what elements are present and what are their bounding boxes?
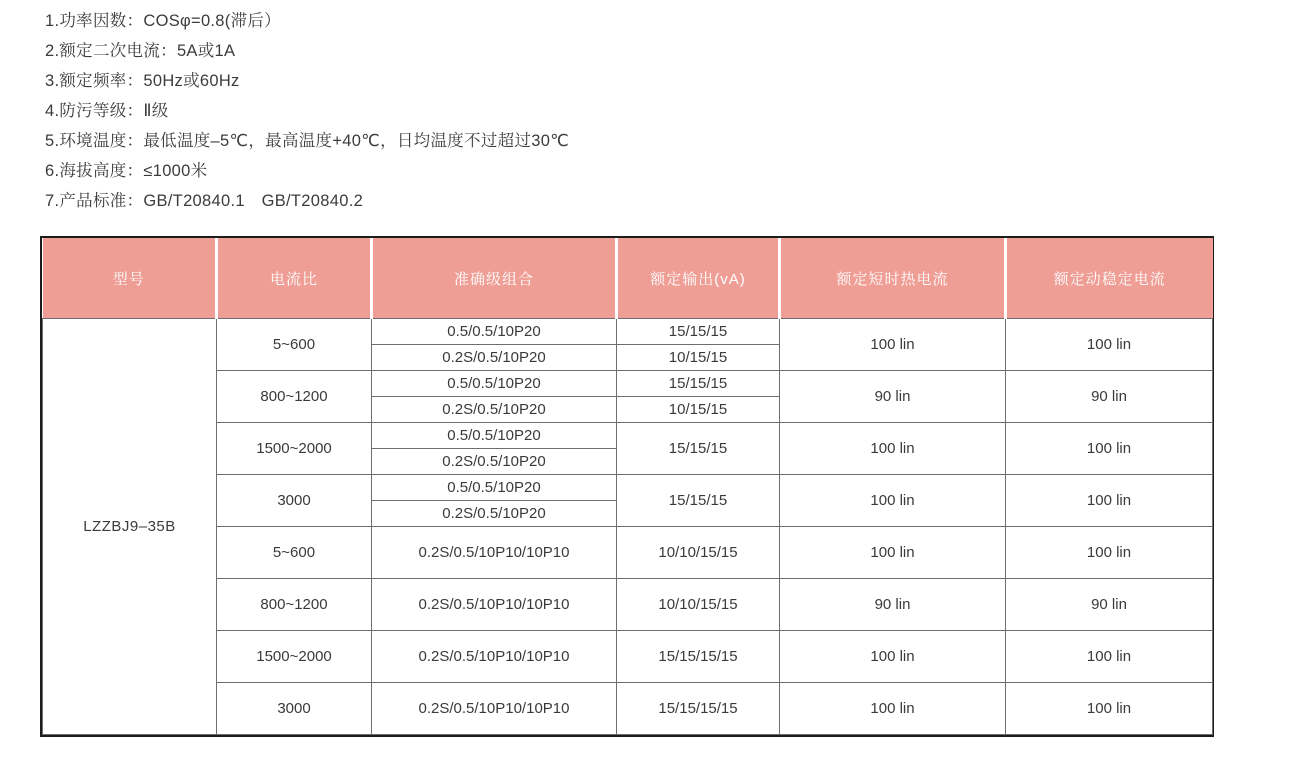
accuracy-cell: 0.5/0.5/10P20 xyxy=(372,371,617,397)
output-cell: 15/15/15 xyxy=(617,319,780,345)
output-cell: 15/15/15 xyxy=(617,371,780,397)
thermal-cell: 100 lin xyxy=(780,631,1006,683)
output-cell: 15/15/15/15 xyxy=(617,631,780,683)
header-cell-model: 型号 xyxy=(43,238,217,319)
header-cell-accuracy: 准确级组合 xyxy=(372,238,617,319)
ratio-cell: 1500~2000 xyxy=(217,423,372,475)
dynamic-cell: 100 lin xyxy=(1006,319,1213,371)
spec-list xyxy=(45,6,569,216)
dynamic-cell: 100 lin xyxy=(1006,683,1213,735)
accuracy-cell: 0.2S/0.5/10P20 xyxy=(372,449,617,475)
spec-table-container xyxy=(40,236,1214,737)
table-row xyxy=(43,579,1213,631)
header-cell-dynamic: 额定动稳定电流 xyxy=(1006,238,1213,319)
ratio-cell: 5~600 xyxy=(217,527,372,579)
dynamic-cell: 100 lin xyxy=(1006,527,1213,579)
output-cell: 15/15/15 xyxy=(617,475,780,527)
accuracy-cell: 0.5/0.5/10P20 xyxy=(372,423,617,449)
table-row xyxy=(43,683,1213,735)
accuracy-cell: 0.2S/0.5/10P20 xyxy=(372,345,617,371)
dynamic-cell: 100 lin xyxy=(1006,475,1213,527)
ratio-cell: 5~600 xyxy=(217,319,372,371)
dynamic-cell: 90 lin xyxy=(1006,579,1213,631)
accuracy-cell: 0.5/0.5/10P20 xyxy=(372,319,617,345)
table-row xyxy=(43,475,1213,501)
accuracy-cell: 0.2S/0.5/10P10/10P10 xyxy=(372,527,617,579)
spec-table xyxy=(42,238,1213,735)
output-cell: 10/15/15 xyxy=(617,345,780,371)
accuracy-cell: 0.2S/0.5/10P10/10P10 xyxy=(372,579,617,631)
thermal-cell: 100 lin xyxy=(780,319,1006,371)
spec-line-power-factor: 1.功率因数：COSφ=0.8(滞后） xyxy=(45,12,281,30)
ratio-cell: 800~1200 xyxy=(217,371,372,423)
spec-line-standard: 7.产品标准：GB/T20840.1 GB/T20840.2 xyxy=(45,192,364,210)
accuracy-cell: 0.2S/0.5/10P10/10P10 xyxy=(372,683,617,735)
accuracy-cell: 0.2S/0.5/10P20 xyxy=(372,397,617,423)
spec-line-pollution-class: 4.防污等级：Ⅱ级 xyxy=(45,102,169,120)
header-cell-thermal: 额定短时热电流 xyxy=(780,238,1006,319)
spec-line-secondary-current: 2.额定二次电流：5A或1A xyxy=(45,42,236,60)
dynamic-cell: 100 lin xyxy=(1006,423,1213,475)
output-cell: 15/15/15/15 xyxy=(617,683,780,735)
table-row xyxy=(43,319,1213,345)
output-cell: 10/10/15/15 xyxy=(617,579,780,631)
table-row xyxy=(43,631,1213,683)
thermal-cell: 100 lin xyxy=(780,683,1006,735)
accuracy-cell: 0.5/0.5/10P20 xyxy=(372,475,617,501)
spec-line-altitude: 6.海拔高度：≤1000米 xyxy=(45,162,208,180)
dynamic-cell: 90 lin xyxy=(1006,371,1213,423)
table-row xyxy=(43,527,1213,579)
spec-line-frequency: 3.额定频率：50Hz或60Hz xyxy=(45,72,240,90)
accuracy-cell: 0.2S/0.5/10P10/10P10 xyxy=(372,631,617,683)
header-cell-ratio: 电流比 xyxy=(217,238,372,319)
ratio-cell: 3000 xyxy=(217,475,372,527)
thermal-cell: 100 lin xyxy=(780,527,1006,579)
header-row xyxy=(43,238,1213,319)
table-row xyxy=(43,371,1213,397)
thermal-cell: 90 lin xyxy=(780,371,1006,423)
header-cell-output: 额定输出(vA) xyxy=(617,238,780,319)
ratio-cell: 800~1200 xyxy=(217,579,372,631)
thermal-cell: 100 lin xyxy=(780,475,1006,527)
table-row xyxy=(43,423,1213,449)
dynamic-cell: 100 lin xyxy=(1006,631,1213,683)
ratio-cell: 1500~2000 xyxy=(217,631,372,683)
output-cell: 10/15/15 xyxy=(617,397,780,423)
thermal-cell: 90 lin xyxy=(780,579,1006,631)
ratio-cell: 3000 xyxy=(217,683,372,735)
accuracy-cell: 0.2S/0.5/10P20 xyxy=(372,501,617,527)
output-cell: 10/10/15/15 xyxy=(617,527,780,579)
output-cell: 15/15/15 xyxy=(617,423,780,475)
thermal-cell: 100 lin xyxy=(780,423,1006,475)
model-cell: LZZBJ9–35B xyxy=(43,319,217,735)
spec-line-ambient-temp: 5.环境温度：最低温度–5℃，最高温度+40℃，日均温度不过超过30℃ xyxy=(45,132,570,150)
